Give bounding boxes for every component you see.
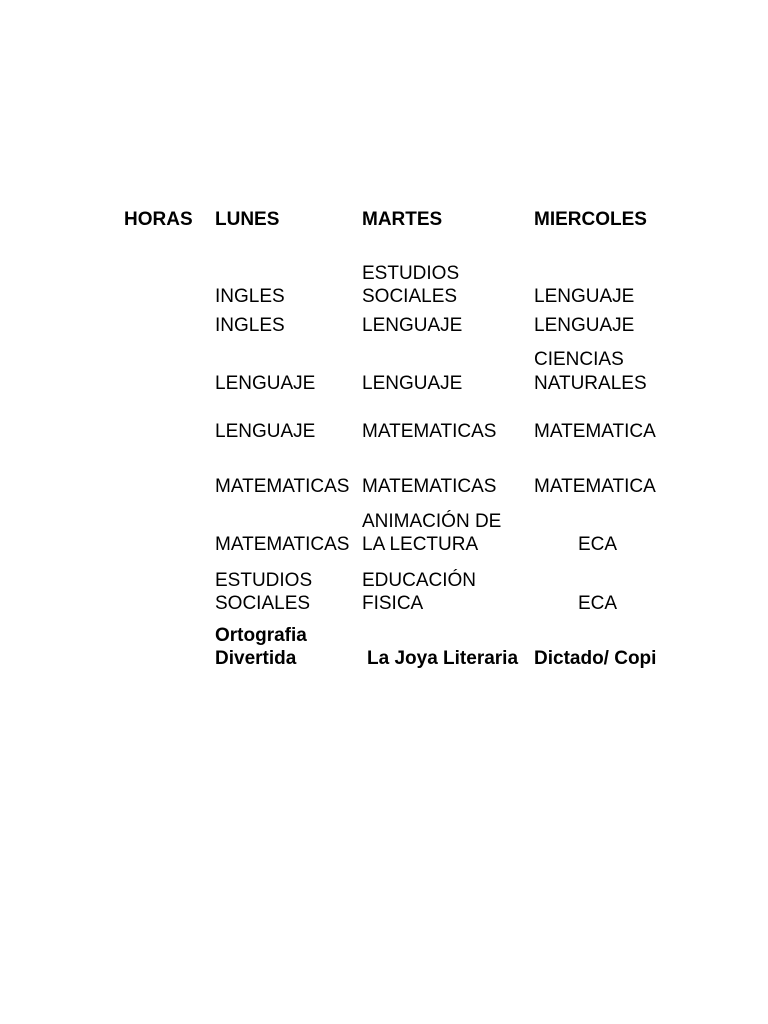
row-1-miercoles: LENGUAJE <box>534 286 635 307</box>
row-7-martes-line-2: FISICA <box>362 593 424 614</box>
row-1-lunes: INGLES <box>215 286 285 307</box>
row-8-lunes-line-2: Divertida <box>215 648 297 669</box>
row-8-lunes-line-1: Ortografia <box>215 625 307 646</box>
row-4-martes: MATEMATICAS <box>362 421 497 442</box>
row-6-miercoles: ECA <box>578 534 618 555</box>
row-4-miercoles: MATEMATICA <box>534 421 656 442</box>
row-8-miercoles: Dictado/ Copi <box>534 648 657 669</box>
row-3-martes: LENGUAJE <box>362 373 463 394</box>
row-3-miercoles-line-1: CIENCIAS <box>534 349 624 370</box>
row-6-lunes: MATEMATICAS <box>215 534 350 555</box>
header-horas: HORAS <box>124 209 193 230</box>
row-6-martes-line-1: ANIMACIÓN DE <box>362 511 502 532</box>
row-4-lunes: LENGUAJE <box>215 421 316 442</box>
row-3-miercoles-line-2: NATURALES <box>534 373 647 394</box>
row-5-lunes: MATEMATICAS <box>215 476 350 497</box>
row-7-martes-line-1: EDUCACIÓN <box>362 570 477 591</box>
row-2-miercoles: LENGUAJE <box>534 315 635 336</box>
row-2-lunes: INGLES <box>215 315 285 336</box>
row-3-lunes: LENGUAJE <box>215 373 316 394</box>
row-1-martes-line-2: SOCIALES <box>362 286 458 307</box>
row-7-lunes-line-1: ESTUDIOS <box>215 570 313 591</box>
row-7-lunes-line-2: SOCIALES <box>215 593 311 614</box>
row-7-miercoles: ECA <box>578 593 618 614</box>
row-2-martes: LENGUAJE <box>362 315 463 336</box>
row-6-martes-line-2: LA LECTURA <box>362 534 479 555</box>
row-5-martes: MATEMATICAS <box>362 476 497 497</box>
row-5-miercoles: MATEMATICA <box>534 476 656 497</box>
header-lunes: LUNES <box>215 209 280 230</box>
header-miercoles: MIERCOLES <box>534 209 647 230</box>
row-1-martes-line-1: ESTUDIOS <box>362 263 460 284</box>
header-martes: MARTES <box>362 209 443 230</box>
row-8-martes: La Joya Literaria <box>367 648 519 669</box>
